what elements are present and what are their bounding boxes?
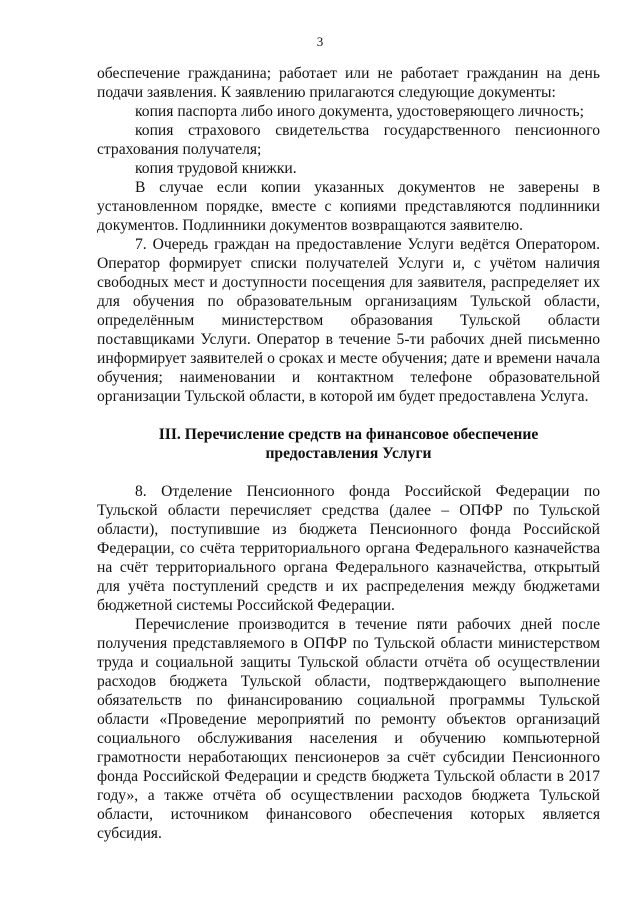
section-heading: III. Перечисление средств на финансовое обеспечение предоставления Услуги [158,426,539,462]
paragraph: обеспечение гражданина; работает или не работает гражданин на день подачи заявления. К заявлению прилагаются следующие документы: [97,65,600,101]
document-body [97,64,600,843]
paragraph: копия страхового свидетельства государственного пенсионного страхования получателя; [97,122,600,158]
paragraph: копия паспорта либо иного документа, удостоверяющего личность; [135,103,584,120]
paragraph-7: 7. Очередь граждан на предоставление Услуги ведётся Оператором. Оператор формирует списки получателей Услуги и, с учётом наличия свободных мест и доступности посещения для заявителя, распределяет их для обучения по образовательным организациям Тульской области, определённым министерством образования Тульской области поставщиками Услуги. Оператор в течение 5-ти рабочих дней письменно информирует заявителей о сроках и месте обучения; дате и времени начала обучения; наименовании и контактном телефоне образовательной организации Тульской области, в которой им будет предоставлена Услуга. [97,236,600,405]
page-number: 3 [316,34,324,49]
paragraph-8: 8. Отделение Пенсионного фонда Российской Федерации по Тульской области перечисляет средства (далее – ОПФР по Тульской области), поступившие из бюджета Пенсионного фонда Российской Федерации, со счёта территориального органа Федерального казначейства на счёт территориального органа Федерального казначейства, открытый для учёта поступлений средств и их распределения между бюджетами бюджетной системы Российской Федерации. [97,483,600,614]
paragraph: В случае если копии указанных документов не заверены в установленном порядке, вместе с копиями представляются подлинники документов. Подлинники документов возвращаются заявителю. [97,179,600,234]
paragraph: Перечисление производится в течение пяти рабочих дней после получения представляемого в ОПФР по Тульской области министерством труда и социальной защиты Тульской области отчёта об осуществлении расходов бюджета Тульской области, подтверждающего выполнение обязательств по финансированию социальной программы Тульской области «Проведение мероприятий по ремонту объектов организаций социального обслуживания населения и обучению компьютерной грамотности неработающих пенсионеров за счёт субсидии Пенсионного фонда Российской Федерации и средств бюджета Тульской области в 2017 году», а также отчёта об осуществлении расходов бюджета Тульской области, источником финансового обеспечения которых является субсидия. [97,616,600,842]
paragraph: копия трудовой книжки. [135,160,297,177]
